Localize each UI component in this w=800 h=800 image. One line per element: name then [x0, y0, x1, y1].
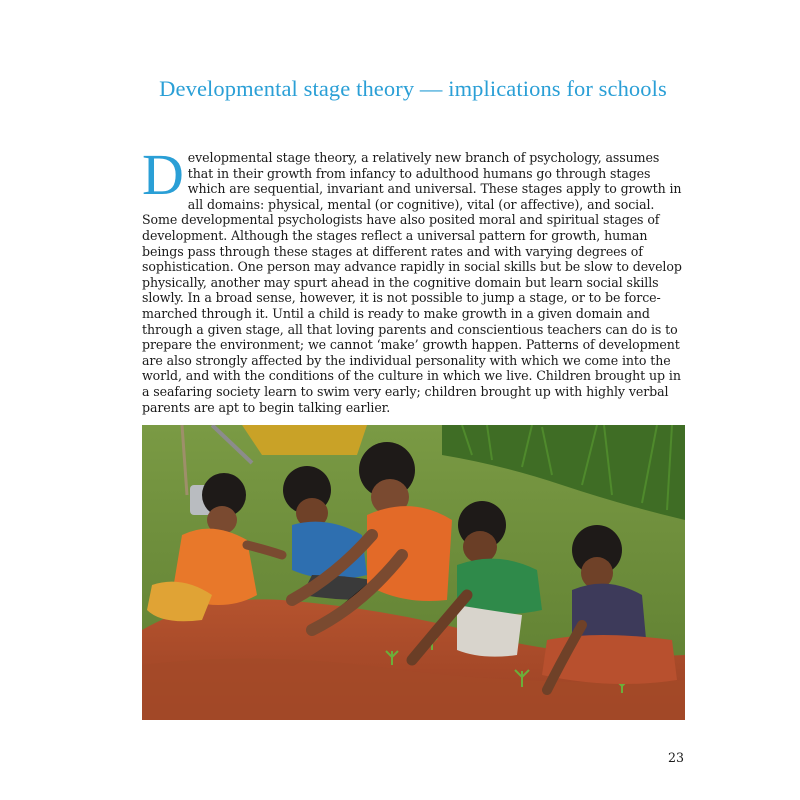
- page-number: 23: [667, 750, 684, 765]
- page-title: Developmental stage theory — implications for schools: [159, 76, 667, 101]
- body-text: evelopmental stage theory, a relatively new branch of psychology, assumes that in their growth from infancy to adulthood humans go through stages which are sequential, invariant and universal. These stages apply to growth in all domains: physical, mental (or cognitive), vital (or affective), and social. Some developmental psychologists have also posited moral and spiritual stages of development. Although the stages reflect a universal pattern for growth, human beings pass through these stages at different rates and with varying degrees of sophistication. One person may advance rapidly in social skills but be slow to develop physically, another may spurt ahead in the cognitive domain but learn social skills slowly. In a broad sense, however, it is not possible to jump a stage, or to be force-marched through it. Until a child is ready to make growth in a given domain and through a given stage, all that loving parents and conscientious teachers can do is to prepare the environment; we cannot ‘make’ growth happen. Patterns of development are also strongly affected by the individual personality with which we come into the world, and with the conditions of the culture in which we live. Children brought up in a seafaring society learn to swim very early; children brought up with highly verbal parents are apt to begin talking earlier.: [142, 150, 682, 415]
- body-paragraph: [142, 142, 686, 415]
- drop-cap: D: [142, 142, 184, 207]
- photo-children-gardening: [142, 425, 685, 720]
